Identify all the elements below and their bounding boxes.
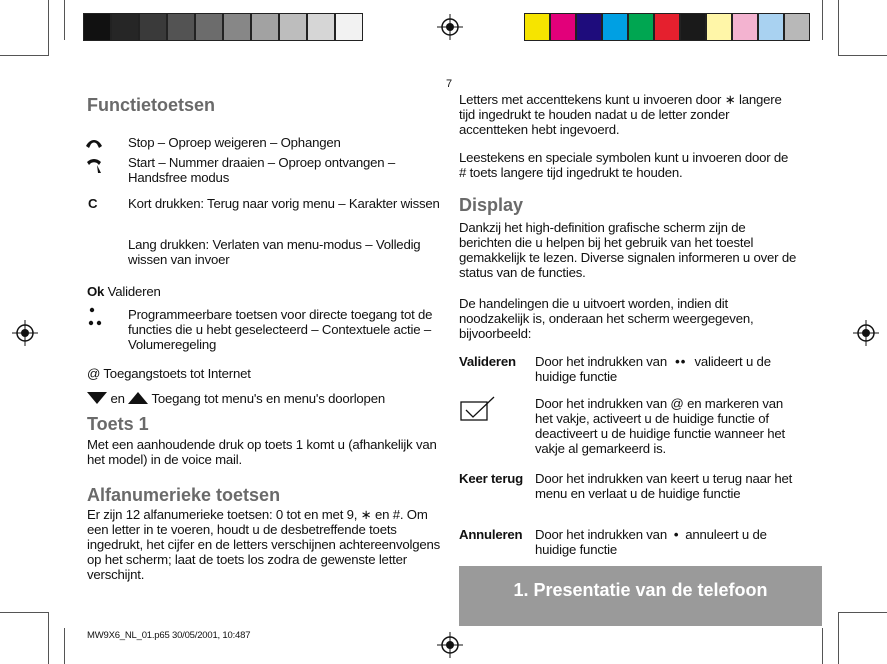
nav-and: en [110, 391, 125, 406]
internet-text: @ Toegangstoets tot Internet [87, 366, 251, 381]
annuleren-text [535, 527, 800, 557]
phone-start-icon [85, 157, 103, 175]
c-long-text: Lang drukken: Verlaten van menu-modus – Volledig wissen van invoer [128, 237, 421, 267]
color-swatch [758, 13, 784, 41]
alfanumerieke-text: Er zijn 12 alfanumerieke toetsen: 0 tot en met 9, ∗ en #. Om een letter in te voeren, houdt u de desbetreffende toets ingedrukt, het cijfer en de letters verschijnen achtereenvolgens op het scherm; laat de toets los zodra de gewenste letter verschijnt. [87, 507, 440, 582]
color-swatch [576, 13, 602, 41]
annuleren-text-b: annuleert u de huidige functie [535, 527, 767, 557]
gray-swatch [223, 13, 251, 41]
punct-text: Leestekens en speciale symbolen kunt u invoeren door de # toets langere tijd ingedrukt te houden. [459, 150, 789, 180]
nav-line [87, 391, 447, 406]
gray-swatch [167, 13, 195, 41]
gray-swatch [83, 13, 111, 41]
alfanumerieke-heading: Alfanumerieke toetsen [87, 485, 281, 505]
valideren-label: Valideren [459, 354, 516, 369]
color-swatch [628, 13, 654, 41]
functietoetsen-heading: Functietoetsen [87, 95, 216, 115]
annuleren-label: Annuleren [459, 527, 523, 542]
registration-mark-icon [437, 14, 463, 40]
arrow-up-icon [128, 392, 148, 404]
page-number: 7 [446, 78, 452, 90]
softkeys-text: Programmeerbare toetsen voor directe toegang tot de functies die u hebt geselecteerd – Contextuele actie – Volumeregeling [128, 307, 433, 352]
display-text-1: Dankzij het high-definition grafische scherm zijn de berichten die u helpen bij het gebruik van het toestel gemakkelijk te lezen. Diverse signalen informeren u over de status van de functies. [459, 220, 797, 280]
double-dot-icon: •• [670, 354, 691, 369]
toets1-text: Met een aanhoudende druk op toets 1 komt u (afhankelijk van het model) in de voice mail. [87, 437, 437, 467]
accent-text: Letters met accenttekens kunt u invoeren door ∗ langere tijd ingedrukt te houden nadat u de letter zonder accentteken hebt ingevoerd. [459, 92, 782, 137]
display-heading: Display [459, 195, 524, 215]
gray-swatch [279, 13, 307, 41]
start-text: Start – Nummer draaien – Oproep ontvangen – Handsfree modus [128, 155, 396, 185]
section-banner-title: 1. Presentatie van de telefoon [513, 580, 768, 600]
registration-mark-icon [437, 632, 463, 658]
gray-swatch [195, 13, 223, 41]
toets1-heading: Toets 1 [87, 414, 149, 434]
color-swatch [706, 13, 732, 41]
gray-swatch [251, 13, 279, 41]
ok-line [87, 284, 427, 299]
color-swatch [654, 13, 680, 41]
registration-mark-icon [853, 320, 879, 346]
checkbox-icon [460, 396, 496, 422]
display-text-2: De handelingen die u uitvoert worden, indien dit noodzakelijk is, onderaan het scherm weergegeven, bijvoorbeeld: [459, 296, 754, 341]
single-dot-icon: • [670, 527, 682, 542]
color-swatch [680, 13, 706, 41]
ok-label: Ok [87, 284, 105, 299]
phone-hangup-icon [84, 137, 104, 151]
c-short-text: Kort drukken: Terug naar vorig menu – Karakter wissen [128, 196, 440, 211]
valideren-text-a: Door het indrukken van [535, 354, 667, 369]
keer-terug-text: Door het indrukken van keert u terug naar het menu en verlaat u de huidige functie [535, 471, 793, 501]
gray-swatch [335, 13, 363, 41]
color-swatch [524, 13, 550, 41]
gray-swatch [139, 13, 167, 41]
annuleren-text-a: Door het indrukken van [535, 527, 667, 542]
stop-text: Stop – Oproep weigeren – Ophangen [128, 135, 341, 150]
arrow-down-icon [87, 392, 107, 404]
color-swatch [602, 13, 628, 41]
registration-mark-icon [12, 320, 38, 346]
color-swatch [732, 13, 758, 41]
softkeys-icon [88, 306, 104, 330]
gray-swatch [111, 13, 139, 41]
c-key-label: C [88, 196, 98, 211]
footer-slug: MW9X6_NL_01.p65 30/05/2001, 10:487 [87, 630, 251, 641]
color-swatch [784, 13, 810, 41]
section-banner [459, 566, 822, 626]
checkbox-text: Door het indrukken van @ en markeren van het vakje, activeert u de huidige functie of deactiveert u de huidige functie wanneer het vakje al gemarkeerd is. [535, 396, 785, 456]
color-swatch [550, 13, 576, 41]
gray-swatch [307, 13, 335, 41]
keer-terug-label: Keer terug [459, 471, 523, 486]
valideren-text-b: valideert u de huidige functie [535, 354, 771, 384]
valideren-text [535, 354, 800, 384]
ok-text: Valideren [107, 284, 161, 299]
nav-text: Toegang tot menu's en menu's doorlopen [151, 391, 385, 406]
